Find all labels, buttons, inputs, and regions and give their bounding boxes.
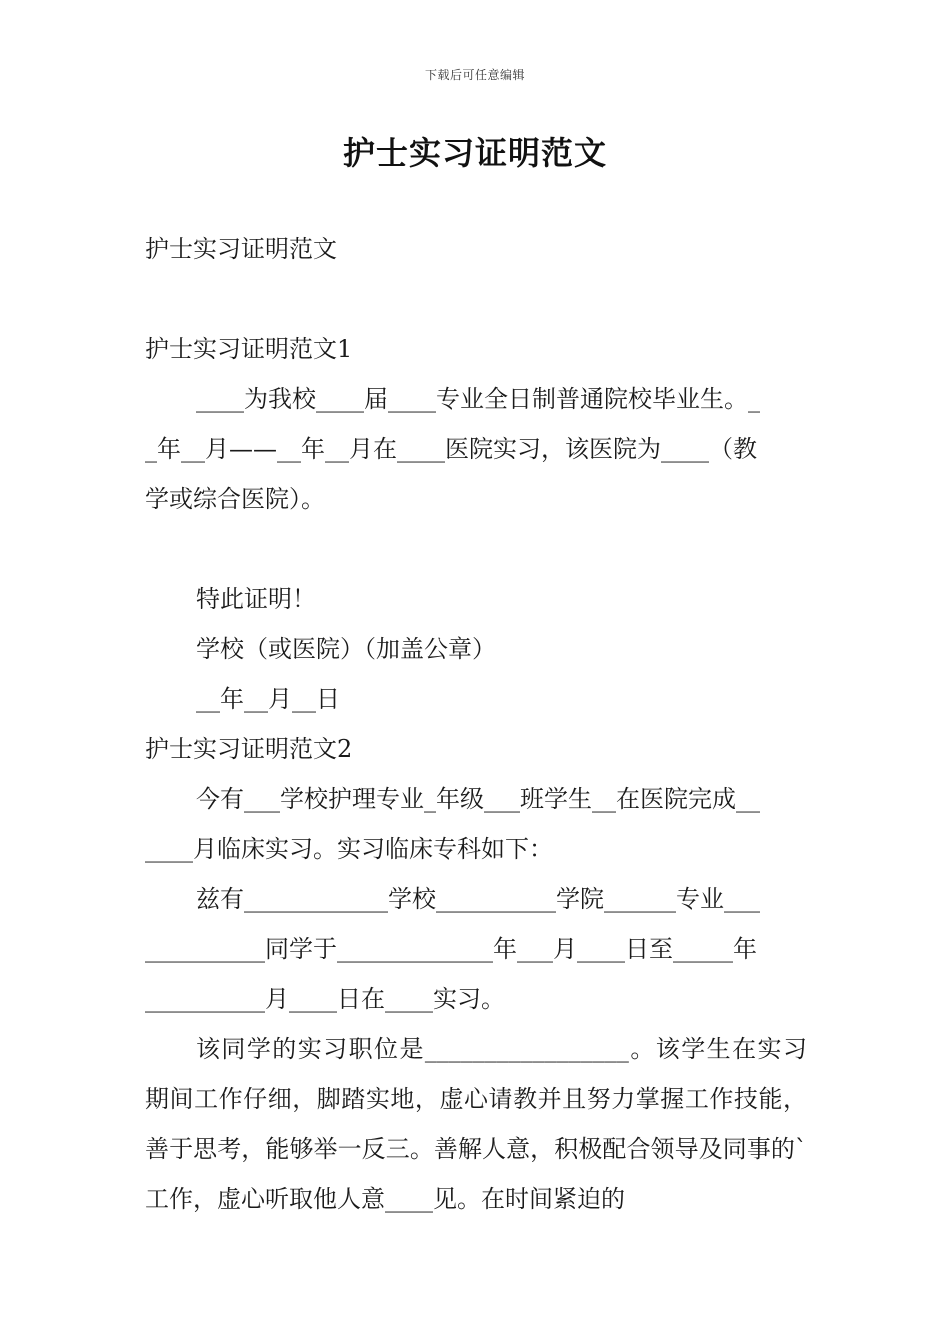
document-body	[145, 224, 807, 1224]
intro-heading: 护士实习证明范文	[145, 235, 337, 263]
section2-para1-line: ____月临床实习。实习临床专科如下：	[145, 835, 553, 863]
section1-line: _年__月——__年__月在____医院实习，该医院为____（教	[145, 435, 757, 463]
section1-line: 学或综合医院）。	[145, 485, 325, 513]
section1-line: ____为我校____届____专业全日制普通院校毕业生。_	[196, 385, 760, 413]
section1-closing: 特此证明！	[196, 585, 316, 613]
header-note: 下载后可任意编辑	[424, 68, 525, 82]
section2-para2-line: __________同学于_____________年___月____日至_____年	[145, 935, 757, 963]
blank-line	[145, 524, 807, 574]
section2-heading: 护士实习证明范文2	[145, 735, 353, 763]
blank-line	[145, 274, 807, 324]
section1-date: __年__月__日	[196, 685, 340, 713]
section1-heading: 护士实习证明范文1	[145, 335, 353, 363]
section2-para3: 该同学的实习职位是_________________。该学生在实习期间工作仔细，脚踏实地，虚心请教并且努力掌握工作技能，善于思考，能够举一反三。善解人意，积极配合领导及同事的`工作，虚心听取他人意____见。在时间紧迫的	[145, 1035, 807, 1213]
section1-signature: 学校（或医院）（加盖公章）	[196, 635, 496, 663]
document-title: 护士实习证明范文	[342, 134, 607, 172]
section2-para2-line: __________月____日在____实习。	[145, 985, 505, 1013]
section2-para1-line: 今有___学校护理专业_年级___班学生__在医院完成__	[196, 785, 760, 813]
section2-para2-line: 兹有____________学校__________学院______专业___	[196, 885, 760, 913]
